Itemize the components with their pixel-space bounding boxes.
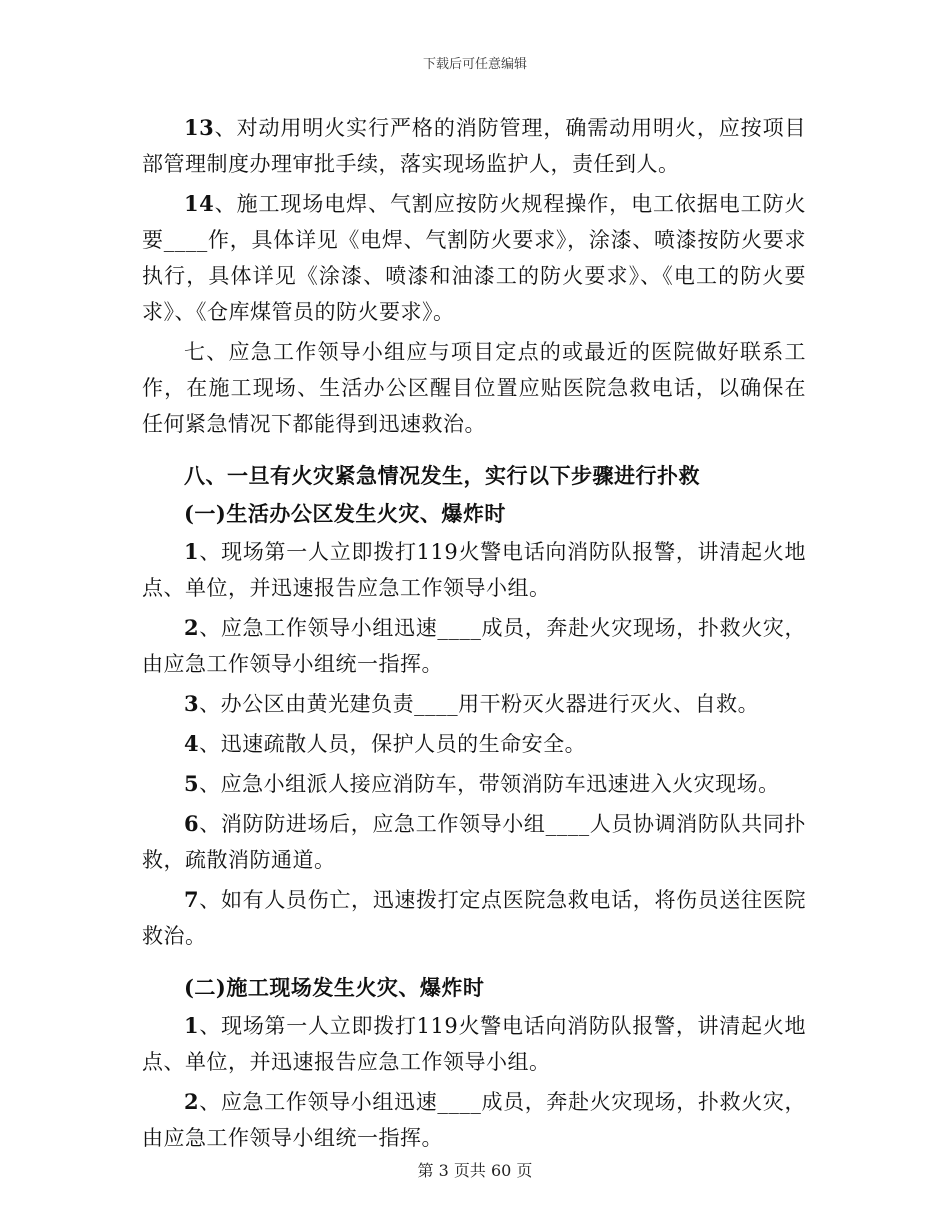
- subsection-1-title: (一)生活办公区发生火灾、爆炸时: [184, 501, 506, 526]
- list-item: 1、现场第一人立即拨打119火警电话向消防队报警，讲清起火地点、单位，并迅速报告应急工作领导小组。: [142, 539, 806, 600]
- paragraph-section-7: 七、应急工作领导小组应与项目定点的或最近的医院做好联系工作，在施工现场、生活办公区醒目位置应贴医院急救电话，以确保在任何紧急情况下都能得到迅速救治。: [142, 340, 806, 436]
- list-item: 4、迅速疏散人员，保护人员的生命安全。: [184, 731, 587, 756]
- list-item: 2、应急工作领导小组迅速____成员，奔赴火灾现场，扑救火灾，由应急工作领导小组统一指挥。: [142, 1089, 806, 1150]
- list-item: 2、应急工作领导小组迅速____成员，奔赴火灾现场，扑救火灾，由应急工作领导小组统一指挥。: [142, 615, 806, 676]
- list-item: 7、如有人员伤亡，迅速拨打定点医院急救电话，将伤员送往医院救治。: [142, 887, 806, 948]
- list-item: 6、消防防进场后，应急工作领导小组____人员协调消防队共同扑救，疏散消防通道。: [142, 811, 806, 872]
- list-item: 1、现场第一人立即拨打119火警电话向消防队报警，讲清起火地点、单位，并迅速报告应急工作领导小组。: [142, 1013, 806, 1074]
- page-footer: 第 3 页共 60 页: [417, 1161, 533, 1180]
- list-item: 5、应急小组派人接应消防车，带领消防车迅速进入火灾现场。: [184, 771, 780, 796]
- paragraph-14: 14、施工现场电焊、气割应按防火规程操作，电工依据电工防火要____作，具体详见《电焊、气割防火要求》，涂漆、喷漆按防火要求执行，具体详见《涂漆、喷漆和油漆工的防火要求》、《电工的防火要求》、《仓库煤管员的防火要求》。: [142, 191, 806, 324]
- section-8-title: 八、一旦有火灾紧急情况发生，实行以下步骤进行扑救: [184, 463, 700, 488]
- subsection-2-title: (二)施工现场发生火灾、爆炸时: [184, 975, 485, 1000]
- document-body: [142, 110, 806, 1160]
- page-header: 下载后可任意编辑: [422, 57, 527, 72]
- paragraph-13: 13、对动用明火实行严格的消防管理，确需动用明火，应按项目部管理制度办理审批手续，落实现场监护人，责任到人。: [142, 115, 806, 176]
- list-item: 3、办公区由黄光建负责____用干粉灭火器进行灭火、自救。: [184, 691, 760, 716]
